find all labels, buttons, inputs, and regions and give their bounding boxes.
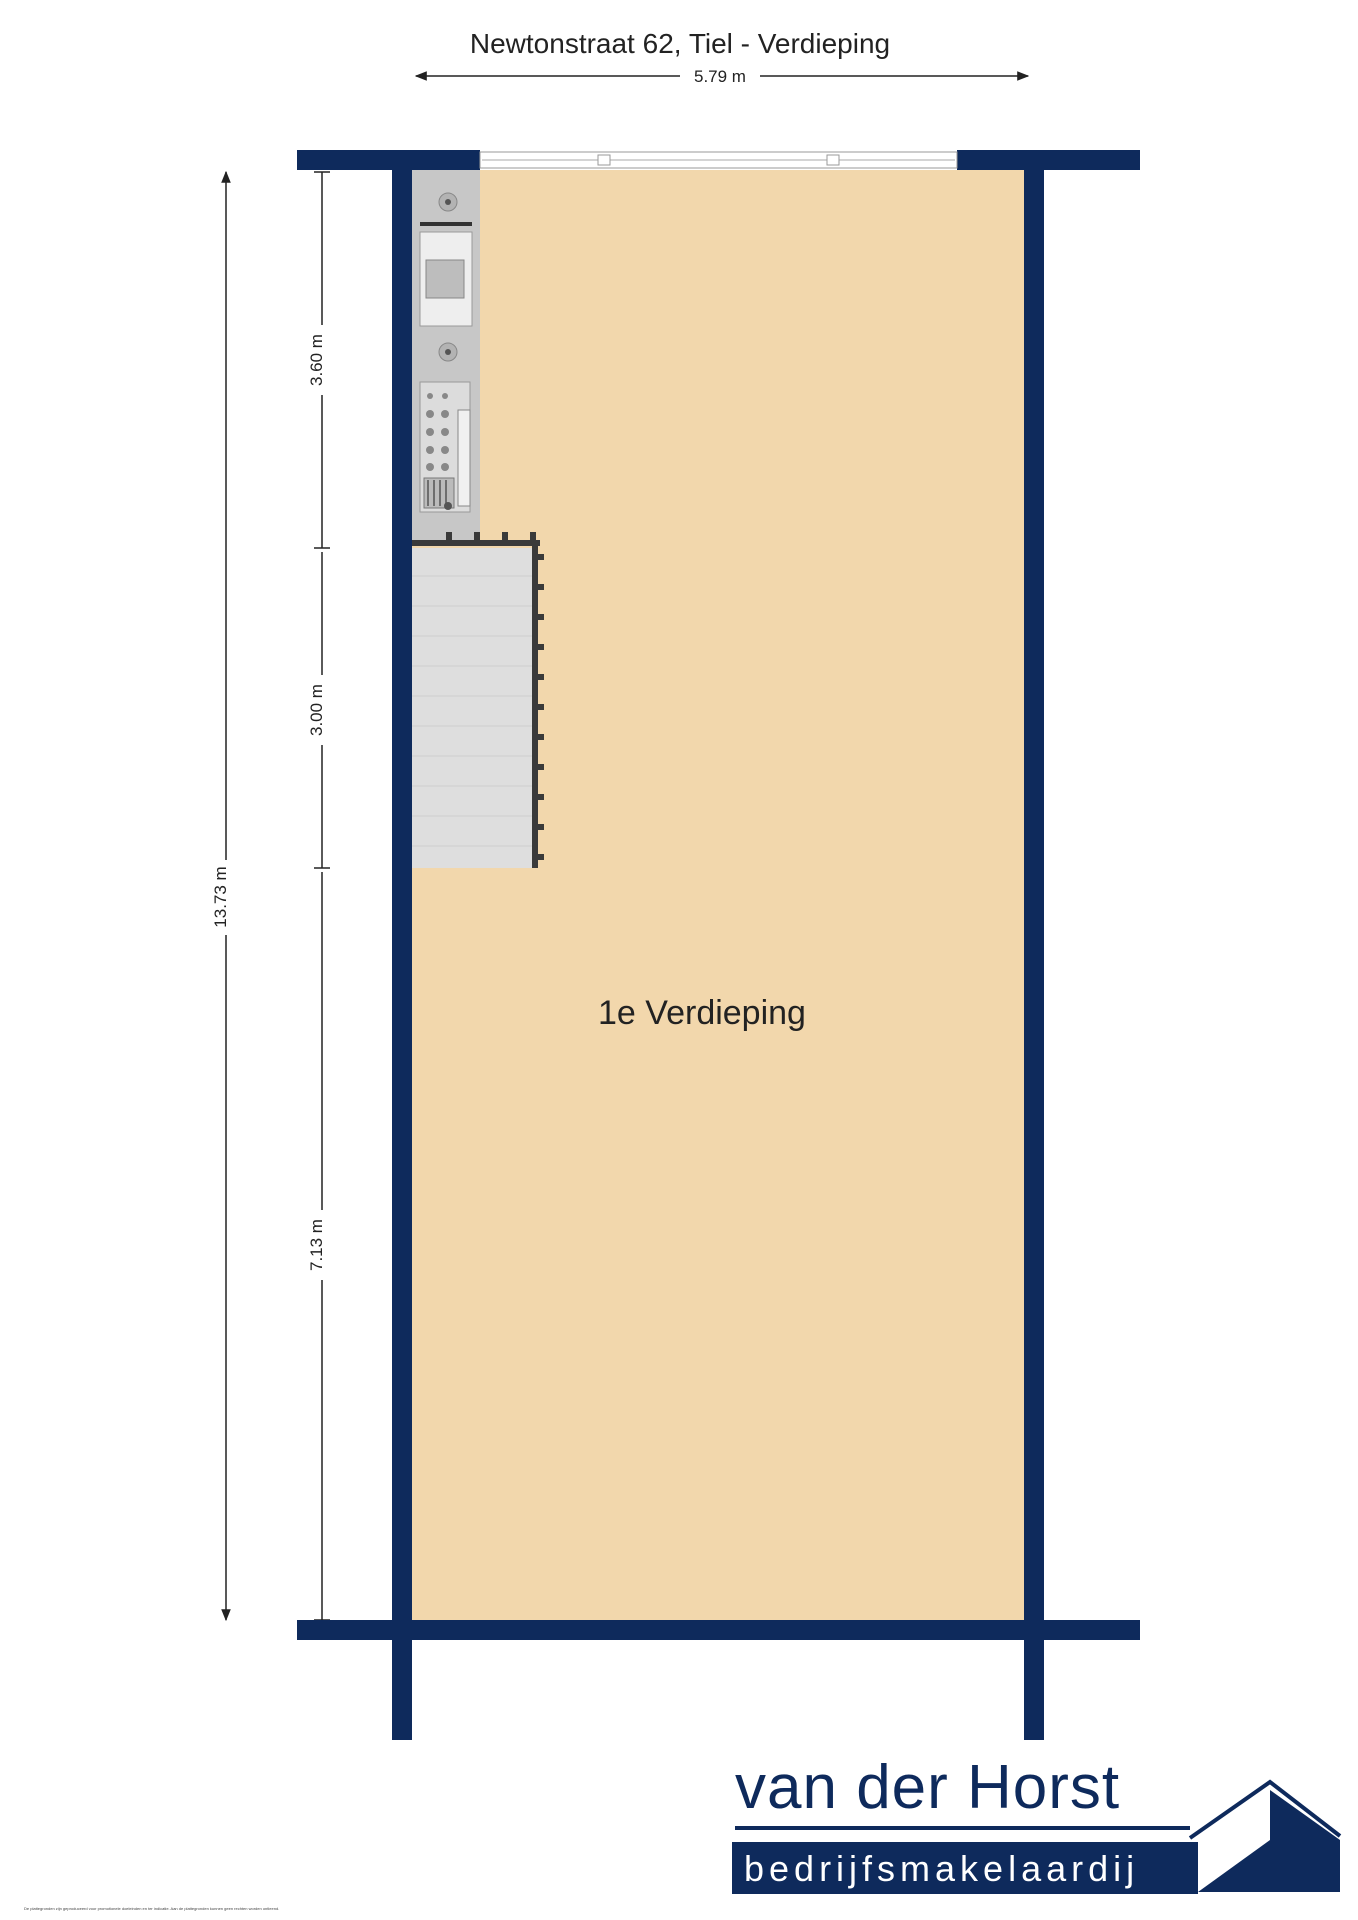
window (480, 152, 957, 168)
room-label: 1e Verdieping (598, 994, 806, 1032)
logo-house-icon (1190, 1782, 1340, 1892)
logo-subtitle: bedrijfsmakelaardij (744, 1848, 1140, 1889)
disclaimer-text: De plattegronden zijn geproduceerd voor promotionele doeleinden en ter indicatie. Aan de plattegronden kunnen geen rechten worden ontleend. (24, 1906, 280, 1911)
kitchen-counter (412, 170, 480, 540)
total-height-label: 13.73 m (211, 866, 230, 928)
segment-1-label: 3.60 m (307, 334, 326, 386)
segment-2-label: 3.00 m (307, 684, 326, 736)
segment-dimensions (307, 172, 330, 1620)
floor-area (412, 170, 1024, 1622)
plan-title: Newtonstraat 62, Tiel - Verdieping (469, 28, 891, 59)
logo-name: van der Horst (735, 1753, 1121, 1822)
stairs (412, 548, 534, 868)
total-height-dimension (211, 172, 230, 1620)
width-dimension-label: 5.79 m (694, 67, 746, 86)
width-dimension (416, 67, 1028, 86)
segment-3-label: 7.13 m (307, 1219, 326, 1271)
logo-underline (735, 1826, 1190, 1830)
